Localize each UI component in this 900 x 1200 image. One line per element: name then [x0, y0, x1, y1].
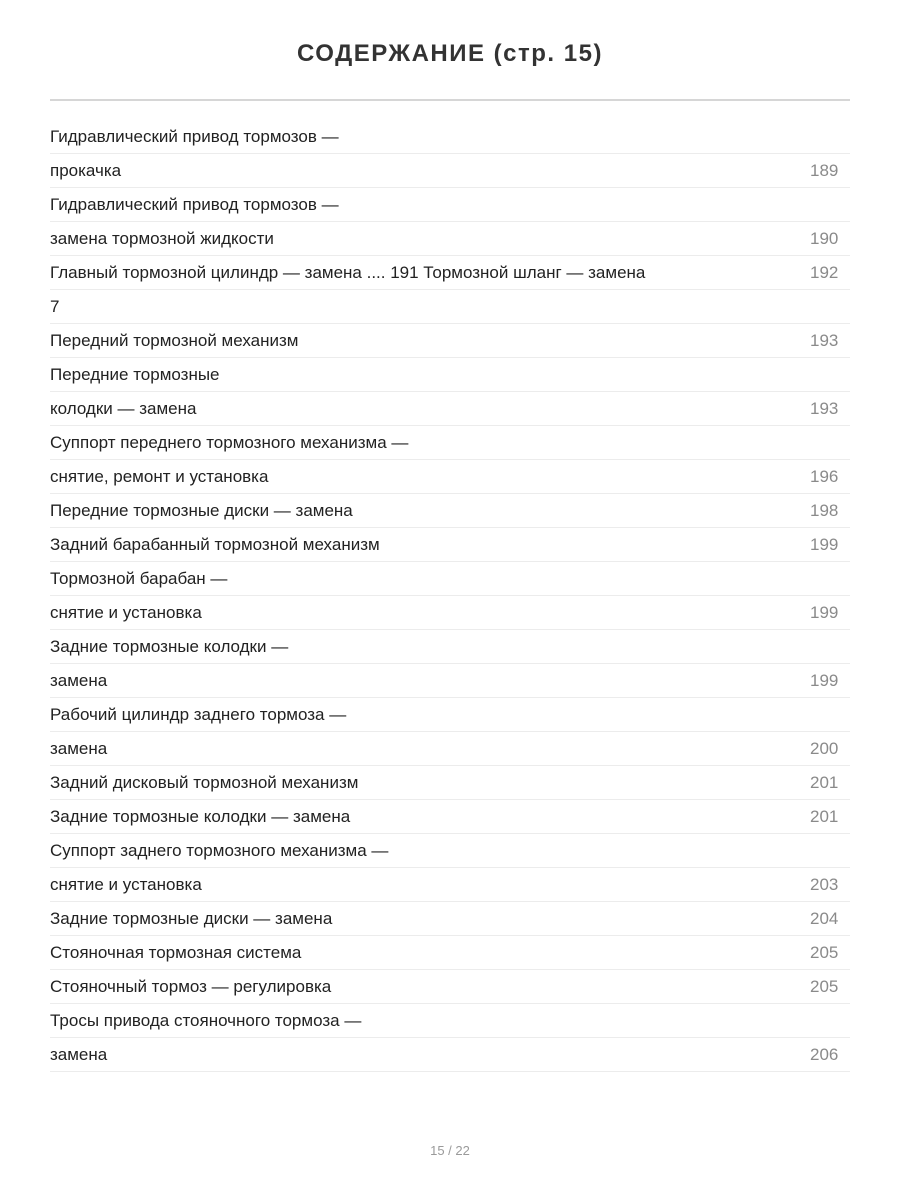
toc-entry-text: Задние тормозные колодки — [50, 636, 289, 656]
toc-entry-text: Рабочий цилиндр заднего тормоза — [50, 704, 347, 724]
toc-entry-text: Передние тормозные диски — замена [50, 500, 353, 520]
title-divider [50, 99, 850, 101]
toc-row [50, 324, 850, 358]
toc-entry-text: Задние тормозные диски — замена [50, 908, 333, 928]
toc-entry-text: колодки — замена [50, 398, 197, 418]
toc-row [50, 766, 850, 800]
toc-entry-page: 204 [810, 908, 839, 928]
toc-entry-text: Главный тормозной цилиндр — замена .... 191 Тормозной шланг — замена [50, 262, 646, 282]
toc-row [50, 732, 850, 766]
toc-entry-page: 190 [810, 228, 839, 248]
toc-entry-page: 196 [810, 466, 839, 486]
toc-row [50, 290, 850, 324]
toc-entry-text: прокачка [50, 160, 122, 180]
toc-entry-page: 193 [810, 398, 839, 418]
toc-row [50, 834, 850, 868]
toc-entry-page: 203 [810, 874, 839, 894]
toc-entry-text: Стояночная тормозная система [50, 942, 302, 962]
toc-row [50, 494, 850, 528]
page-title: СОДЕРЖАНИЕ (стр. 15) [297, 40, 603, 67]
toc-row [50, 460, 850, 494]
table-of-contents [50, 120, 850, 1072]
toc-entry-page: 192 [810, 262, 839, 282]
toc-entry-page: 193 [810, 330, 839, 350]
toc-entry-page: 201 [810, 772, 839, 792]
toc-row [50, 868, 850, 902]
toc-entry-text: Стояночный тормоз — регулировка [50, 976, 332, 996]
toc-entry-text: Тросы привода стояночного тормоза — [50, 1010, 362, 1030]
document-page [50, 0, 850, 1200]
toc-entry-text: Передние тормозные [50, 364, 220, 384]
toc-row [50, 120, 850, 154]
toc-entry-page: 205 [810, 942, 839, 962]
toc-row [50, 188, 850, 222]
toc-entry-page: 205 [810, 976, 839, 996]
toc-entry-text: Суппорт заднего тормозного механизма — [50, 840, 389, 860]
toc-entry-text: Задний барабанный тормозной механизм [50, 534, 380, 554]
toc-row [50, 256, 850, 290]
toc-row [50, 664, 850, 698]
toc-row [50, 596, 850, 630]
toc-row [50, 222, 850, 256]
toc-row [50, 426, 850, 460]
toc-entry-page: 200 [810, 738, 839, 758]
toc-entry-text: замена тормозной жидкости [50, 228, 274, 248]
toc-entry-text: 7 [50, 296, 60, 316]
toc-entry-page: 199 [810, 670, 839, 690]
toc-entry-page: 199 [810, 534, 839, 554]
toc-entry-text: замена [50, 738, 108, 758]
toc-entry-text: Передний тормозной механизм [50, 330, 299, 350]
toc-row [50, 562, 850, 596]
toc-entry-text: снятие и установка [50, 602, 202, 622]
toc-row [50, 392, 850, 426]
toc-row [50, 1038, 850, 1072]
toc-row [50, 1004, 850, 1038]
toc-entry-text: снятие, ремонт и установка [50, 466, 269, 486]
toc-entry-page: 198 [810, 500, 839, 520]
toc-entry-page: 206 [810, 1044, 839, 1064]
toc-entry-text: замена [50, 1044, 108, 1064]
toc-entry-page: 199 [810, 602, 839, 622]
toc-entry-page: 201 [810, 806, 839, 826]
toc-entry-text: замена [50, 670, 108, 690]
toc-entry-text: Гидравлический привод тормозов — [50, 126, 339, 146]
toc-row [50, 358, 850, 392]
toc-row [50, 800, 850, 834]
toc-entry-text: Задние тормозные колодки — замена [50, 806, 351, 826]
toc-entry-text: Гидравлический привод тормозов — [50, 194, 339, 214]
toc-row [50, 936, 850, 970]
toc-entry-text: Суппорт переднего тормозного механизма — [50, 432, 409, 452]
page-number-indicator: 15 / 22 [430, 1143, 470, 1158]
toc-entry-text: Задний дисковый тормозной механизм [50, 772, 359, 792]
toc-row [50, 970, 850, 1004]
toc-row [50, 630, 850, 664]
toc-entry-text: Тормозной барабан — [50, 568, 228, 588]
toc-row [50, 154, 850, 188]
toc-entry-text: снятие и установка [50, 874, 202, 894]
toc-row [50, 902, 850, 936]
toc-row [50, 698, 850, 732]
toc-row [50, 528, 850, 562]
toc-entry-page: 189 [810, 160, 839, 180]
